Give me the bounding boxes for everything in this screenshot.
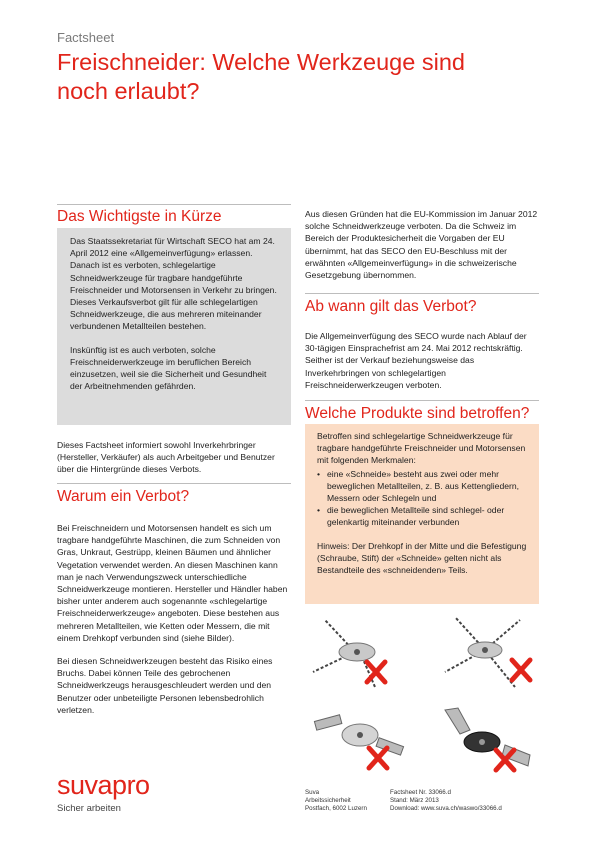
- footer-department: Arbeitssicherheit: [305, 797, 351, 805]
- knife-flail-image-2: [430, 700, 540, 778]
- summary-box: [57, 228, 291, 425]
- products-note: Hinweis: Der Drehkopf in der Mitte und die Befestigung (Schraube, Stift) der «Schneide» gelten nicht als Bestandteile des «schneidenden» Teils.: [317, 540, 527, 576]
- chain-flail-image-2: [430, 612, 540, 692]
- section-heading-summary: Das Wichtigste in Kürze: [57, 208, 222, 225]
- document-kicker: Factsheet: [57, 30, 115, 45]
- products-intro: Betroffen sind schlegelartige Schneidwerkzeuge für tragbare handgeführte Freischneider und Motorsensen mit folgenden Merkmalen:: [317, 431, 526, 466]
- footer-status-date: Stand: März 2013: [390, 797, 439, 805]
- products-box: [305, 424, 539, 604]
- footer-postal: Postfach, 6002 Luzern: [305, 805, 367, 813]
- logo-suva-text: suva: [57, 770, 113, 800]
- title-line-1: Freischneider: Welche Werkzeuge sind: [57, 49, 465, 75]
- chain-flail-image-1: [305, 612, 415, 692]
- page-title: [57, 48, 537, 106]
- footer-download-link[interactable]: Download: www.suva.ch/waswo/33066.d: [390, 805, 502, 813]
- products-bullet-2: • die beweglichen Metallteile sind schlegel- oder gelenkartig miteinander verbunden: [317, 504, 529, 528]
- footer-factsheet-info: [390, 789, 540, 814]
- intro-paragraph: Dieses Factsheet informiert sowohl Inverkehrbringer (Hersteller, Verkäufer) als auch Arbeitgeber und Benutzer über die Hintergründe dieses Verbots.: [57, 440, 275, 475]
- why-paragraph-1: Bei Freischneidern und Motorsensen handelt es sich um tragbare handgeführte Maschinen, die zum Schneiden von Gras, Unkraut, Gestrüpp, kleinen Bäumen und ähnlicher Vegetation verwendet werden. An diesen Maschinen kann man je nach Verwendungszweck unterschiedliche Schneidwerkzeuge montieren. Hersteller und Händler haben bisher unter anderem auch sogenannte «schlegelartige Freischneiderwerkzeuge» angeboten. Diese bestehen aus mehreren Metallteilen, wie Ketten oder Messern, die mit einem Drehkopf verbunden sind (siehe Bilder).: [57, 523, 288, 643]
- why-paragraph-2: Bei diesen Schneidwerkzeugen besteht das Risiko eines Bruchs. Dabei können Teile des gebrochenen Schneidwerkzeugs herausgeschleudert werden und den Benutzer oder unbeteiligte Personen lebensbedrohlich verletzen.: [57, 656, 273, 715]
- logo-pro-text: pro: [112, 770, 150, 800]
- footer-address: [305, 789, 390, 814]
- footer-factsheet-number: Factsheet Nr. 33066.d: [390, 789, 451, 796]
- section-rule: [57, 204, 291, 205]
- section-heading-why: Warum ein Verbot?: [57, 488, 190, 505]
- summary-paragraph-2: Inskünftig ist es auch verboten, solche Freischneiderwerkzeuge im beruflichen Bereich einzusetzen, weil sie die Sicherheit und Gesundheit der Arbeitnehmenden gefährden.: [70, 344, 267, 392]
- knife-flail-image-1: [305, 700, 415, 778]
- logo-tagline: Sicher arbeiten: [57, 803, 121, 814]
- footer-org: Suva: [305, 789, 320, 796]
- why-text: [57, 522, 291, 727]
- products-bullet-1: • eine «Schneide» besteht aus zwei oder mehr beweglichen Metallteilen, z. B. aus Kettengliedern, Messern oder Schlegeln und: [317, 468, 529, 505]
- section-rule: [305, 400, 539, 401]
- title-line-2: noch erlaubt?: [57, 78, 200, 104]
- section-rule: [305, 293, 539, 294]
- section-rule: [57, 483, 291, 484]
- when-paragraph: Die Allgemeinverfügung des SECO wurde nach Ablauf der 30-tägigen Einsprachefrist am 24. Mai 2012 rechtskräftig. Seither ist der Verkauf beziehungsweise das Inverkehrbringen von schlegelartigen Freischneiderwerkzeugen verboten.: [305, 331, 527, 390]
- section-heading-products: Welche Produkte sind betroffen?: [305, 405, 530, 422]
- section-heading-when: Ab wann gilt das Verbot?: [305, 298, 477, 315]
- summary-paragraph-1: Das Staatssekretariat für Wirtschaft SECO hat am 24. April 2012 eine «Allgemeinverfügung» erlassen. Danach ist es verboten, schlegelartige Schneidwerkzeuge für tragbare handgeführte Freischneider und Motorsensen in Verkehr zu bringen. Dieses Verkaufsverbot gilt für alle schlegelartigen Schneidwerkzeuge, die aus mehreren miteinander verbundenen Metallteilen bestehen.: [70, 236, 277, 332]
- suva-logo: [57, 770, 150, 801]
- products-bullet-list: [317, 468, 529, 529]
- right-intro-paragraph: Aus diesen Gründen hat die EU-Kommission im Januar 2012 solche Schneidwerkzeuge verboten. Da die Schweiz im Bereich der Produktesicherheit die Vorgaben der EU übernimmt, hat das SECO den EU-Beschluss mit der erwähnten «Allgemeinverfügung» in die schweizerische Gesetzgebung übernommen.: [305, 209, 538, 281]
